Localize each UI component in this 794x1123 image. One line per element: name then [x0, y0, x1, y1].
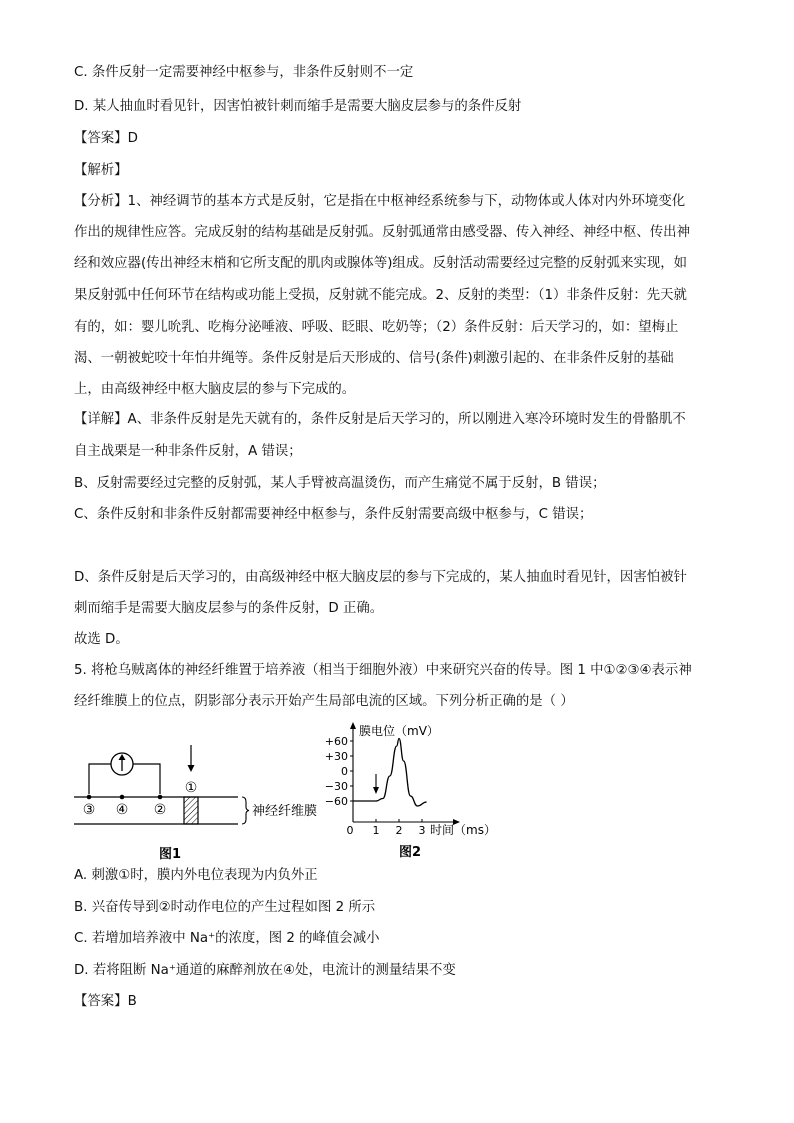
local-current-region — [184, 797, 198, 824]
q5-stem-line: 经纤维膜上的位点，阴影部分表示开始产生局部电流的区域。下列分析正确的是（ ） — [74, 694, 574, 709]
q4-option-d: D. 某人抽血时看见针，因害怕被针刺而缩手是需要大脑皮层参与的条件反射 — [74, 99, 522, 114]
analysis-line: 【分析】1、神经调节的基本方式是反射，它是指在中枢神经系统参与下，动物体或人体对内外环境变化 — [74, 194, 686, 209]
q5-option-a: A. 刺激①时，膜内外电位表现为内负外正 — [74, 868, 318, 883]
answer-value: B — [127, 994, 137, 1009]
galvanometer-arrow-icon — [119, 754, 126, 760]
q5-answer — [74, 993, 137, 1011]
point-dot-4 — [120, 795, 125, 800]
action-potential-curve — [353, 739, 427, 807]
answer-value: D — [127, 131, 138, 146]
membrane-label: 神经纤维膜 — [252, 804, 318, 819]
analysis-line: 作出的规律性应答。完成反射的结构基础是反射弧。反射弧通常由感受器、传入神经、神经中枢、传出神 — [74, 225, 690, 240]
point-dot-2 — [158, 795, 163, 800]
figure-1-caption: 图1 — [158, 847, 182, 862]
analysis-line: 有的，如：婴儿吮乳、吃梅分泌唾液、呼吸、眨眼、吃奶等；（2）条件反射：后天学习的，如：望梅止 — [74, 320, 679, 335]
x-tick-label: 3 — [418, 824, 426, 837]
q5-option-d: D. 若将阻断 Na⁺通道的麻醉剂放在④处，电流计的测量结果不变 — [74, 963, 456, 978]
stimulus-time-arrowhead-icon — [373, 787, 379, 794]
y-tick-label: +60 — [324, 735, 348, 748]
answer-tag: 【答案】 — [74, 994, 128, 1009]
stimulus-arrowhead-icon — [188, 765, 195, 772]
figure-1 — [60, 740, 340, 865]
y-tick-label: 0 — [341, 765, 348, 778]
detail-line: D、条件反射是后天学习的，由高级神经中枢大脑皮层的参与下完成的，某人抽血时看见针，因害怕被针 — [74, 570, 687, 585]
point-label-3: ③ — [82, 802, 96, 818]
analysis-line: 上，由高级神经中枢大脑皮层的参与下完成的。 — [74, 382, 356, 397]
point-dot-3 — [87, 795, 92, 800]
y-tick-label: +30 — [324, 750, 348, 763]
y-tick-label: −30 — [324, 780, 348, 793]
answer-tag: 【答案】 — [74, 131, 128, 146]
q5-option-b: B. 兴奋传导到②时动作电位的产生过程如图 2 所示 — [74, 900, 376, 915]
point-label-2: ② — [153, 802, 167, 818]
figure-2-chart — [322, 722, 502, 862]
figure-2-caption: 图2 — [398, 845, 422, 860]
q4-jiexi: 【解析】 — [74, 163, 128, 178]
point-label-4: ④ — [115, 802, 129, 818]
detail-line: B、反射需要经过完整的反射弧，某人手臂被高温烫伤，而产生痛觉不属于反射，B 错误； — [74, 476, 606, 491]
analysis-line: 果反射弧中任何环节在结构或功能上受损，反射就不能完成。2、反射的类型：（1）非条件反射：先天就 — [74, 288, 687, 303]
analysis-line: 渴、一朝被蛇咬十年怕井绳等。条件反射是后天形成的、信号(条件)刺激引起的、在非条件反射的基础 — [74, 351, 674, 366]
membrane-brace — [242, 797, 249, 824]
y-axis-label: 膜电位（mV） — [359, 724, 439, 738]
detail-line: 故选 D。 — [74, 632, 129, 647]
detail-line: C、条件反射和非条件反射都需要神经中枢参与，条件反射需要高级中枢参与，C 错误； — [74, 507, 593, 522]
detail-line: 【详解】A、非条件反射是先天就有的，条件反射是后天学习的，所以刚进入寒冷环境时发生的骨骼肌不 — [74, 412, 686, 427]
q4-option-c: C. 条件反射一定需要神经中枢参与，非条件反射则不一定 — [74, 65, 414, 80]
left-wire — [89, 764, 111, 794]
x-axis-label: 时间（ms） — [430, 823, 496, 837]
x-tick-label: 0 — [346, 824, 354, 837]
right-wire — [133, 764, 160, 794]
x-tick-label: 1 — [372, 824, 380, 837]
y-axis-arrow-icon — [350, 722, 356, 729]
x-tick-label: 2 — [395, 824, 403, 837]
analysis-line: 经和效应器(传出神经末梢和它所支配的肌肉或腺体等)组成。反射活动需要经过完整的反射弧来实现，如 — [74, 256, 688, 271]
q4-answer — [74, 130, 138, 148]
detail-line: 刺而缩手是需要大脑皮层参与的条件反射，D 正确。 — [74, 601, 384, 616]
detail-line: 自主战栗是一种非条件反射，A 错误； — [74, 444, 302, 459]
q5-option-c: C. 若增加培养液中 Na⁺的浓度，图 2 的峰值会减小 — [74, 931, 380, 946]
y-tick-label: −60 — [324, 795, 348, 808]
point-label-1: ① — [184, 780, 198, 796]
q5-stem-line: 5. 将枪乌贼离体的神经纤维置于培养液（相当于细胞外液）中来研究兴奋的传导。图 1 中①②③④表示神 — [74, 663, 692, 678]
